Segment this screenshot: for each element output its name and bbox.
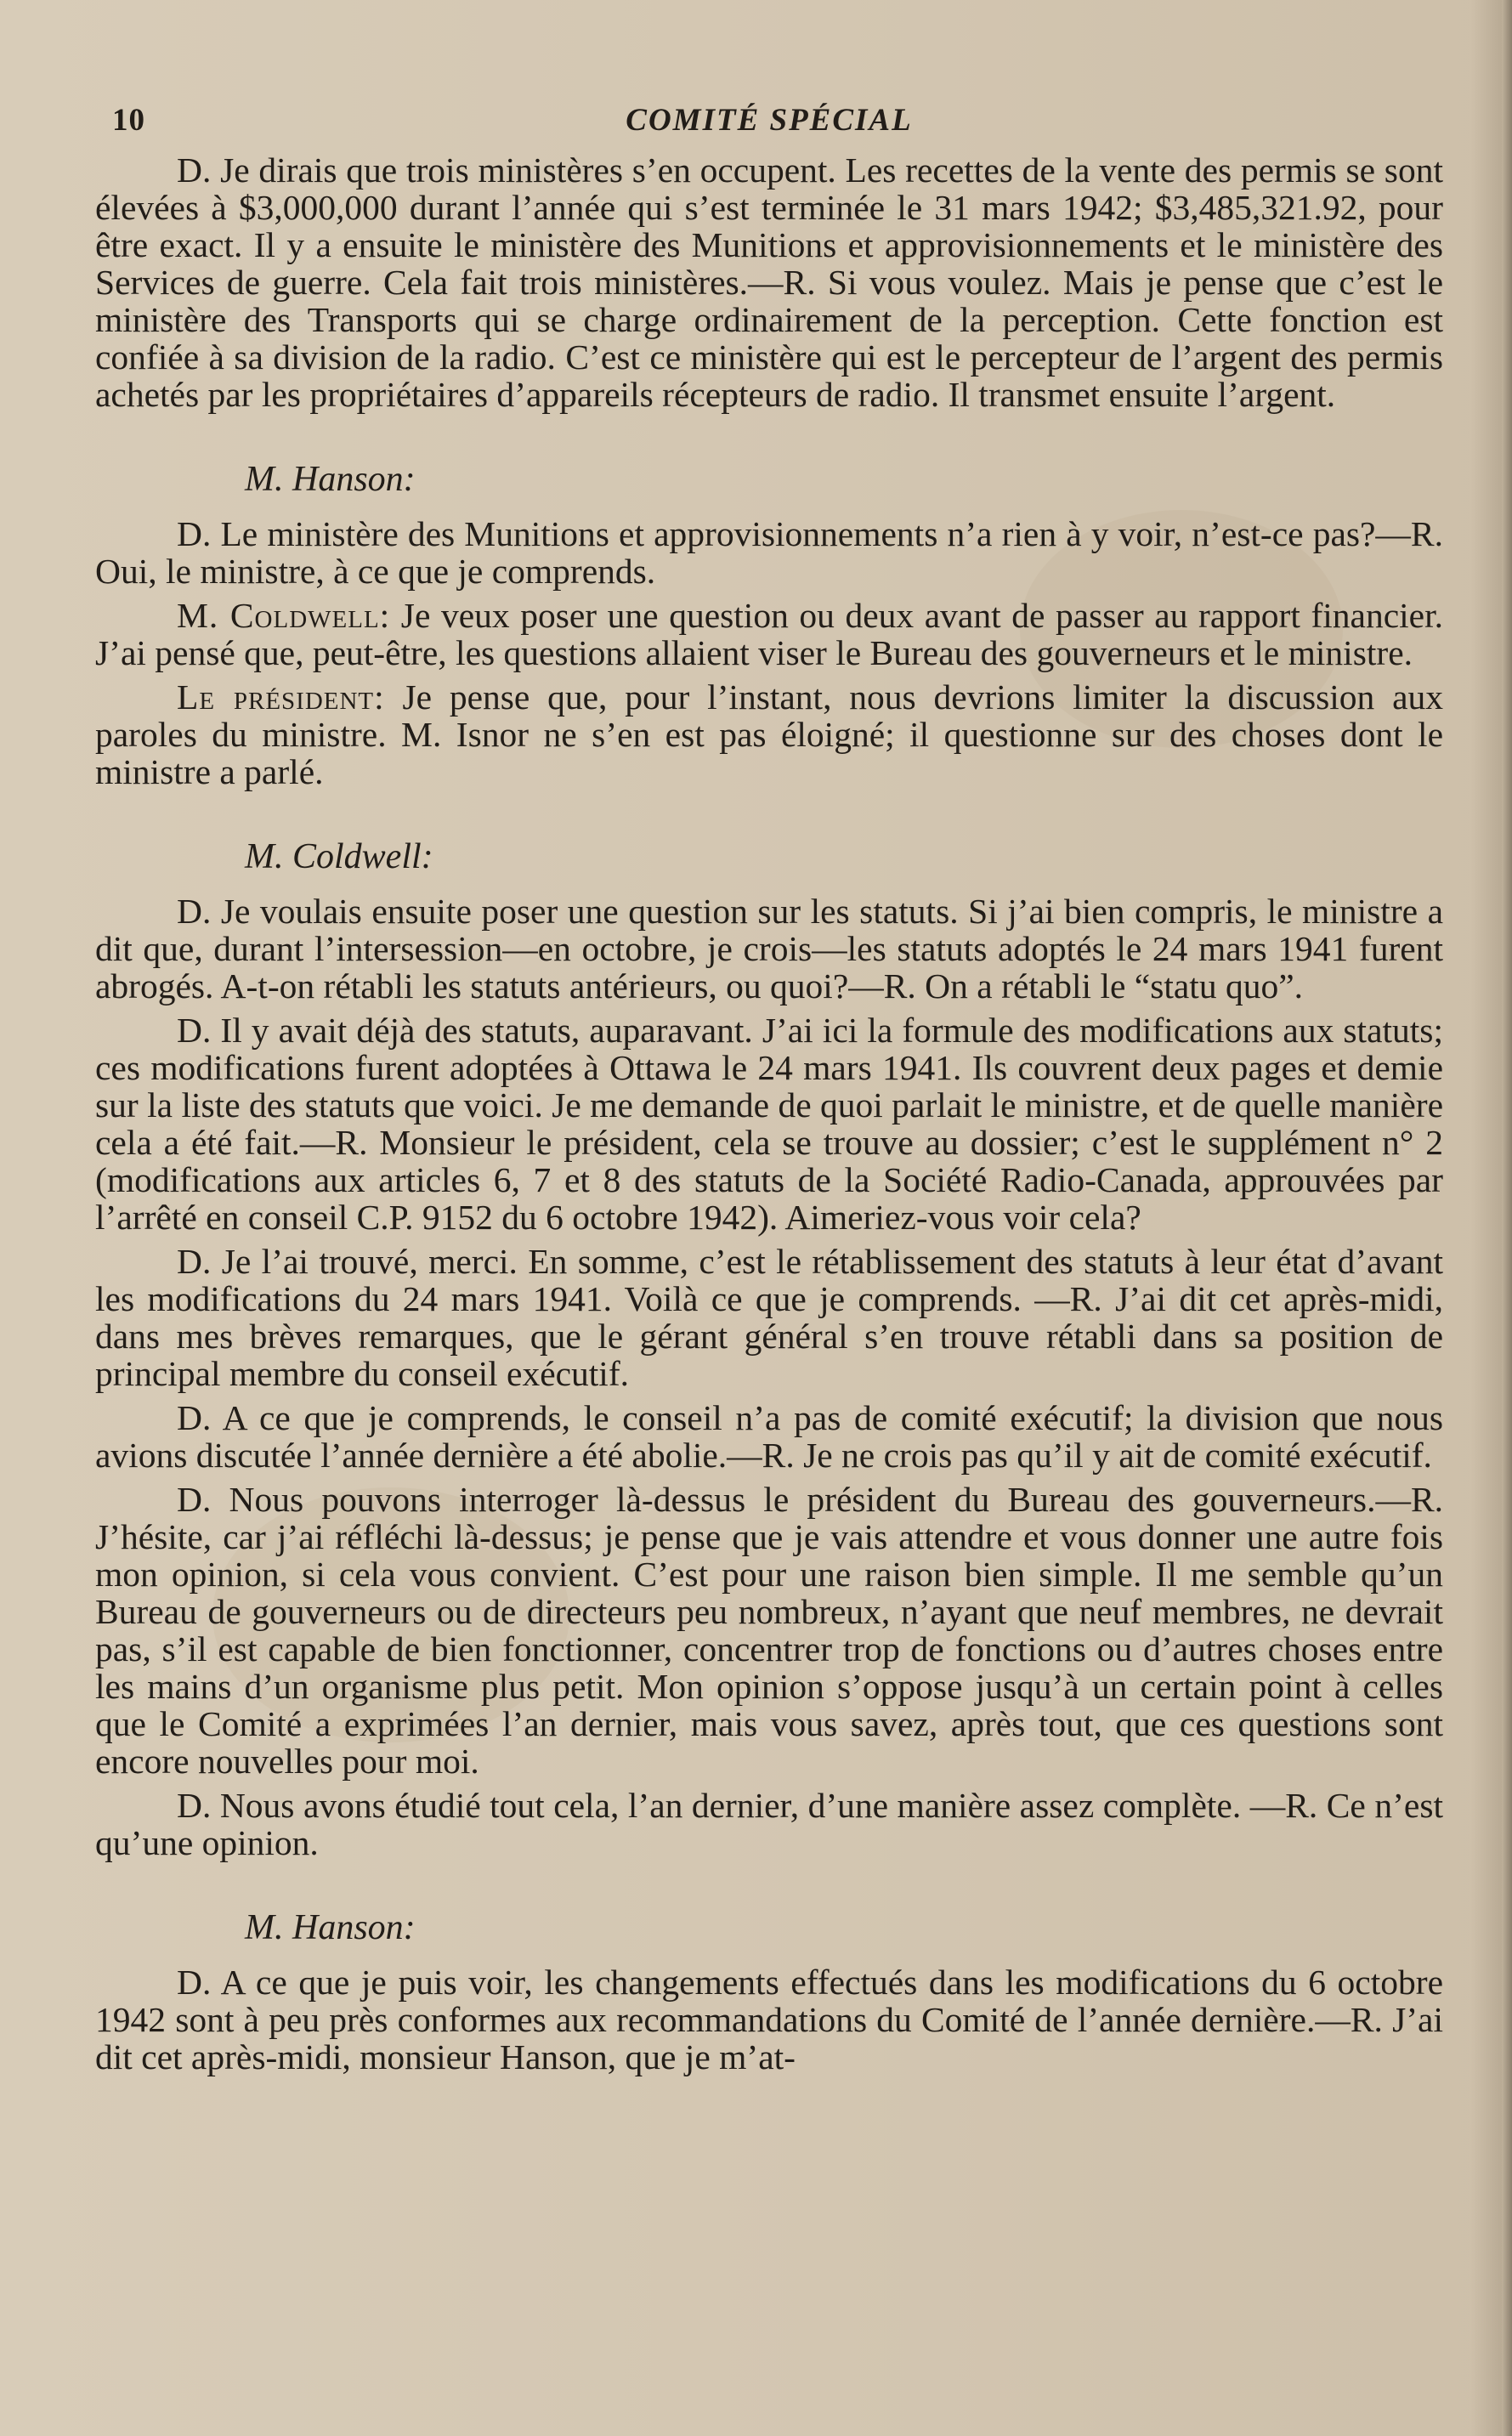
- page-number: 10: [112, 103, 145, 138]
- page-header: [95, 92, 1443, 151]
- speaker-heading: M. Hanson:: [245, 460, 416, 499]
- paragraph: [95, 678, 1443, 790]
- paragraph: D. Nous avons étudié tout cela, l’an dernier, d’une manière assez complète. —R. Ce n’est qu’une opinion.: [95, 1786, 1443, 1862]
- speaker-name: Le président:: [177, 677, 385, 717]
- paragraph: D. Il y avait déjà des statuts, auparavant. J’ai ici la formule des modifications aux statuts; ces modifications furent adoptées à Ottawa le 24 mars 1941. Ils couvrent deux pages et demie sur la liste des statuts que voici. Je me demande de quoi parlait le ministre, et de quelle manière cela a été fait.—R. Monsieur le président, cela se trouve au dossier; c’est le supplément n° 2 (modifications aux articles 6, 7 et 8 des statuts de la Société Radio-Canada, approuvées par l’arrêté en conseil C.P. 9152 du 6 octobre 1942). Aimeriez-vous voir cela?: [95, 1011, 1443, 1237]
- speaker-name: M. Coldwell:: [177, 596, 391, 635]
- paragraph: D. A ce que je puis voir, les changements effectués dans les modifications du 6 octobre 1942 sont à peu près conformes aux recommandations du Comité de l’année dernière.—R. J’ai dit cet après-midi, monsieur Hanson, que je m’at-: [95, 1963, 1443, 2076]
- paragraph: D. Le ministère des Munitions et approvisionnements n’a rien à y voir, n’est-ce pas?—R. Oui, le ministre, à ce que je comprends.: [95, 514, 1443, 591]
- page-gutter-shadow: [1471, 0, 1502, 2436]
- running-head: COMITÉ SPÉCIAL: [626, 103, 913, 138]
- speaker-heading: M. Hanson:: [245, 1908, 416, 1947]
- paragraph-text: Je veux poser une question ou deux avant de passer au rapport financier. J’ai pensé que, peut-être, les questions allaient viser le Bureau des gouverneurs et le ministre.: [95, 596, 1443, 672]
- paragraph: D. Je dirais que trois ministères s’en occupent. Les recettes de la vente des permis se sont élevées à $3,000,000 durant l’année qui s’est terminée le 31 mars 1942; $3,485,321.92, pour être exact. Il y a ensuite le ministère des Munitions et approvisionnements et le ministère des Services de guerre. Cela fait trois ministères.—R. Si vous voulez. Mais je pense que c’est le ministère des Transports qui se charge ordinairement de la perception. Cette fonction est confiée à sa division de la radio. C’est ce ministère qui est le percepteur de l’argent des permis achetés par les propriétaires d’appareils récepteurs de radio. Il transmet ensuite l’argent.: [95, 150, 1443, 414]
- paragraph-text: Je pense que, pour l’instant, nous devrions limiter la discussion aux paroles du ministre. M. Isnor ne s’en est pas éloigné; il questionne sur des choses dont le ministre a parlé.: [95, 677, 1443, 791]
- paragraph: D. Je l’ai trouvé, merci. En somme, c’est le rétablissement des statuts à leur état d’avant les modifications du 24 mars 1941. Voilà ce que je comprends. —R. J’ai dit cet après-midi, dans mes brèves remarques, que le gérant général s’en trouve rétabli dans sa position de principal membre du conseil exécutif.: [95, 1242, 1443, 1393]
- page-content: [95, 92, 1443, 2082]
- speaker-heading: M. Coldwell:: [245, 837, 433, 876]
- paragraph: D. Nous pouvons interroger là-dessus le président du Bureau des gouverneurs.—R. J’hésite, car j’ai réfléchi là-dessus; je pense que je vais attendre et vous donner une autre fois mon opinion, si cela vous convient. C’est pour une raison bien simple. Il me semble qu’un Bureau de gouverneurs ou de directeurs peu nombreux, n’ayant que neuf membres, ne devrait pas, s’il est capable de bien fonctionner, concentrer trop de fonctions ou d’autres choses entre les mains d’un organisme plus petit. Mon opinion s’oppose jusqu’à un certain point à celles que le Comité a exprimées l’an dernier, mais vous savez, après tout, que ces questions sont encore nouvelles pour moi.: [95, 1480, 1443, 1781]
- page-edge: [1502, 0, 1512, 2436]
- paragraph: D. A ce que je comprends, le conseil n’a pas de comité exécutif; la division que nous avions discutée l’année dernière a été abolie.—R. Je ne crois pas qu’il y ait de comité exécutif.: [95, 1398, 1443, 1475]
- paragraph: [95, 597, 1443, 671]
- paragraph: D. Je voulais ensuite poser une question sur les statuts. Si j’ai bien compris, le ministre a dit que, durant l’intersession—en octobre, je crois—les statuts adoptés le 24 mars 1941 furent abrogés. A-t-on rétabli les statuts antérieurs, ou quoi?—R. On a rétabli le “statu quo”.: [95, 892, 1443, 1006]
